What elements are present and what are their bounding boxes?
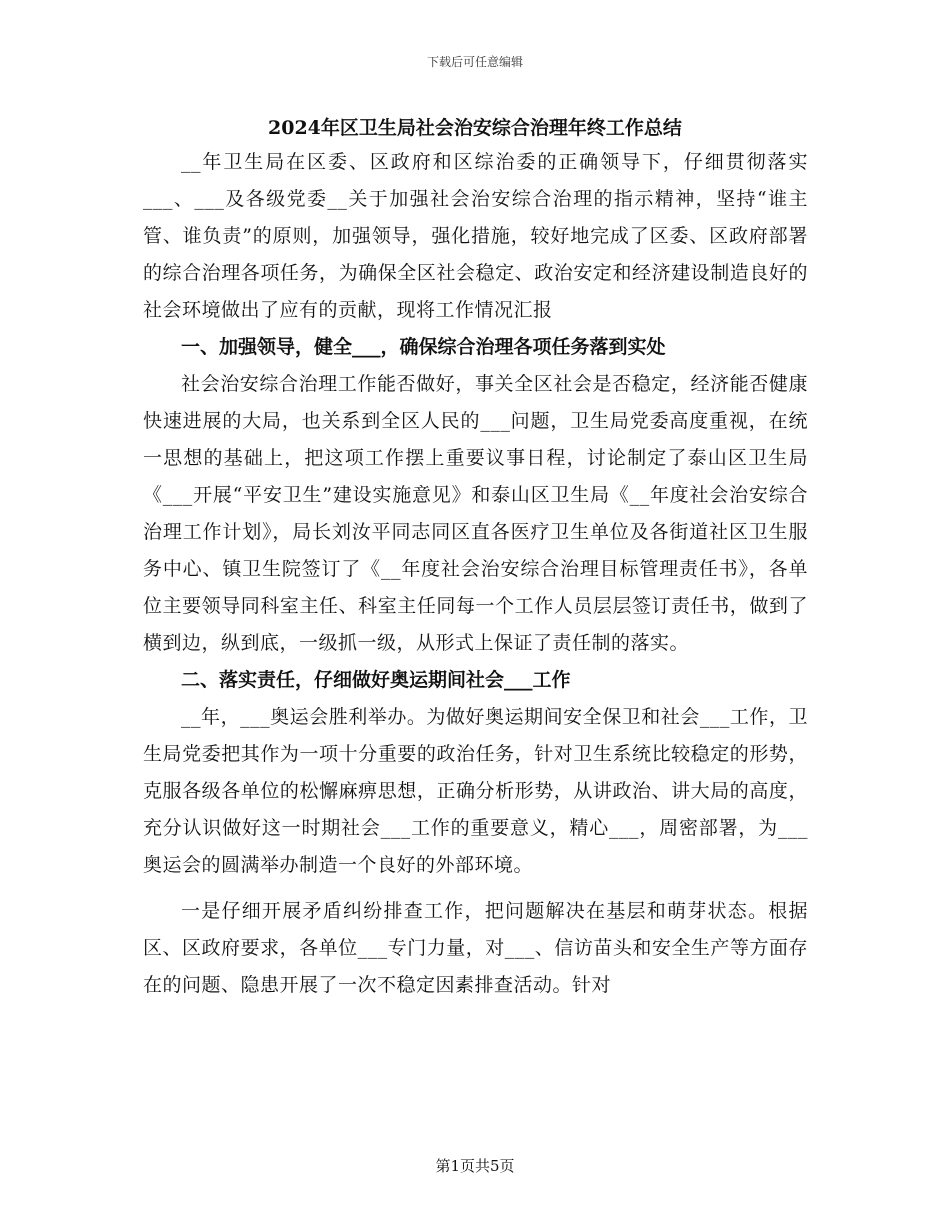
section-2-point-1: 一是仔细开展矛盾纠纷排查工作，把问题解决在基层和萌芽状态。根据区、区政府要求，各单位___专门力量，对___、信访苗头和安全生产等方面存在的问题、隐患开展了一次不稳定因素排查活动。针对: [143, 900, 808, 996]
document-title: 2024年区卫生局社会治安综合治理年终工作总结: [268, 117, 682, 139]
page-number: 第1页共5页: [435, 1157, 515, 1175]
intro-paragraph: __年卫生局在区委、区政府和区综治委的正确领导下，仔细贯彻落实___、___及各级党委__关于加强社会治安综合治理的指示精神，坚持“谁主管、谁负责”的原则，加强领导，强化措施，较好地完成了区委、区政府部署的综合治理各项任务，为确保全区社会稳定、政治安定和经济建设制造良好的社会环境做出了应有的贡献，现将工作情况汇报: [143, 151, 808, 321]
section-1-heading: 一、加强领导，健全___，确保综合治理各项任务落到实处: [181, 336, 666, 358]
paragraph-gap: [143, 884, 808, 893]
page-header-note: 下载后可任意编辑: [426, 55, 523, 69]
section-1-paragraph: 社会治安综合治理工作能否做好，事关全区社会是否稳定，经济能否健康快速进展的大局，也关系到全区人民的___问题，卫生局党委高度重视，在统一思想的基础上，把这项工作摆上重要议事日程，讨论制定了泰山区卫生局《___开展“平安卫生”建设实施意见》和泰山区卫生局《__年度社会治安综合治理工作计划》，局长刘汝平同志同区直各医疗卫生单位及各街道社区卫生服务中心、镇卫生院签订了《__年度社会治安综合治理目标管理责任书》，各单位主要领导同科室主任、科室主任同每一个工作人员层层签订责任书，做到了横到边，纵到底，一级抓一级，从形式上保证了责任制的落实。: [143, 373, 808, 654]
section-2-paragraph: __年，___奥运会胜利举办。为做好奥运期间安全保卫和社会___工作，卫生局党委把其作为一项十分重要的政治任务，针对卫生系统比较稳定的形势，克服各级各单位的松懈麻痹思想，正确分析形势，从讲政治、讲大局的高度，充分认识做好这一时期社会___工作的重要意义，精心___，周密部署，为___奥运会的圆满举办制造一个良好的外部环境。: [143, 706, 808, 876]
document-body: [143, 112, 808, 1004]
section-2-heading: 二、落实责任，仔细做好奥运期间社会___工作: [181, 669, 571, 691]
